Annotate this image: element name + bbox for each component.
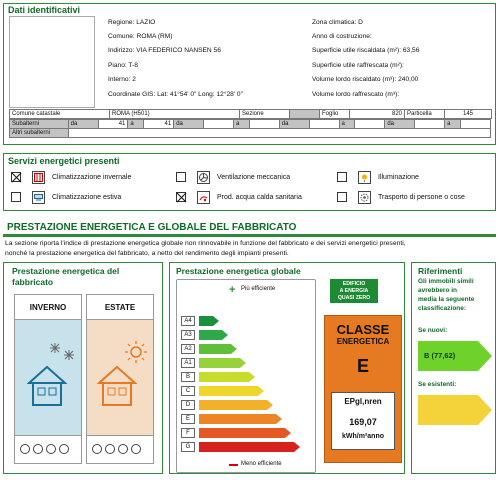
foglio-value: 820 <box>350 110 405 119</box>
snowflake-icon <box>49 341 77 363</box>
meno-efficiente: Meno efficiente <box>241 461 282 467</box>
scale-bar-a4 <box>199 316 213 326</box>
scale-bar-g <box>199 442 294 452</box>
estate-panel <box>86 294 154 464</box>
regione: Regione: LAZIO <box>108 19 156 26</box>
house-winter-icon <box>27 365 67 407</box>
banner-line <box>3 234 496 237</box>
building-photo-placeholder <box>9 16 95 108</box>
scale-bar-b <box>199 372 249 382</box>
energetica-label: ENERGETICA <box>336 337 390 346</box>
smiley-mid-icon <box>33 444 43 454</box>
particella-label: Particella <box>405 110 445 119</box>
ep-box <box>331 392 395 450</box>
smiley-good-icon <box>20 444 30 454</box>
servizio-label-1: Climatizzazione estiva <box>52 194 122 201</box>
scale-level-a2: A2 <box>181 344 195 354</box>
scale-level-c: C <box>181 386 195 396</box>
scale-bar-a2 <box>199 344 231 354</box>
catasto-row-comune <box>10 110 492 119</box>
scale-bar-a3 <box>199 330 222 340</box>
smiley-poor-icon <box>59 444 69 454</box>
sun-icon <box>124 340 148 364</box>
zona-climatica: Zona climatica: D <box>312 19 363 26</box>
fan-icon <box>197 171 210 184</box>
globale-title: Prestazione energetica globale <box>176 266 301 276</box>
sub-a-3: a <box>339 120 355 129</box>
scale-bar-e <box>199 414 276 424</box>
se-nuovi-label: Se nuovi: <box>418 327 448 334</box>
smiley-mid-icon <box>118 444 128 454</box>
subalterni-row <box>10 120 491 129</box>
smiley-mid-icon <box>46 444 56 454</box>
ep-unit: kWh/m²anno <box>342 433 384 440</box>
dati-title: Dati identificativi <box>8 5 81 15</box>
scale-level-e: E <box>181 414 195 424</box>
sub-a-2: a <box>233 120 249 129</box>
volume-raffrescato: Volume lordo raffrescato (m³): <box>312 91 400 98</box>
fabbricato-section <box>3 262 163 474</box>
altri-subalterni-row <box>10 129 491 138</box>
rif-text-4: classificazione: <box>418 305 467 312</box>
energy-scale <box>176 279 316 473</box>
ep-value: 169,07 <box>349 417 377 427</box>
servizio-label-3: Prod. acqua calda sanitaria <box>217 194 302 201</box>
comune-catastale-value: ROMA (H501) <box>110 110 240 119</box>
classe-value: E <box>356 356 369 376</box>
banner-title: PRESTAZIONE ENERGETICA E GLOBALE DEL FABBRICATO <box>7 222 297 233</box>
sub-da-3: da <box>279 120 309 129</box>
superficie-raffrescata: Superficie utile raffrescata (m²): <box>312 62 404 69</box>
sub-a-4: a <box>445 120 461 129</box>
ep-label: EPgl,nren <box>344 397 382 406</box>
edificio-quasi-zero-badge <box>330 279 378 303</box>
piu-efficiente: Più efficiente <box>241 286 276 292</box>
estate-faces <box>87 435 153 463</box>
se-esistenti-arrow <box>418 395 492 425</box>
scale-bar-f <box>199 428 285 438</box>
sub-a-value: 41 <box>144 120 174 129</box>
plus-icon: + <box>229 284 236 296</box>
indirizzo: Indirizzo: VIA FEDERICO NANSEN 56 <box>108 47 221 54</box>
desc-line-2: nonché la prestazione energetica del fabbricato, a netto del rendimento degli impianti presenti. <box>5 250 289 257</box>
volume-riscaldato: Volume lordo riscaldato (m³): 240,00 <box>312 76 419 83</box>
altri-subalterni-label: Altri subalterni <box>10 129 69 138</box>
smiley-good-icon <box>92 444 102 454</box>
servizio-label-4: Illuminazione <box>378 174 419 181</box>
scale-level-a3: A3 <box>181 330 195 340</box>
foglio-label: Foglio <box>320 110 350 119</box>
se-nuovi-arrow <box>418 341 486 371</box>
edificio-line-2: A ENERGIA <box>339 288 369 294</box>
estate-label: ESTATE <box>87 295 153 320</box>
rif-text-3: media la seguente <box>418 296 475 303</box>
checkbox-trasporto[interactable] <box>337 192 347 202</box>
subalterni-table <box>9 119 491 138</box>
classe-label: CLASSE <box>336 322 390 337</box>
piano: Piano: T-8 <box>108 62 138 69</box>
se-esistenti-label: Se esistenti: <box>418 381 457 388</box>
servizi-title: Servizi energetici presenti <box>8 156 120 166</box>
se-esistenti-arrow-shape <box>418 395 492 425</box>
minus-icon <box>229 464 238 466</box>
rif-text-2: avrebbero in <box>418 287 458 294</box>
servizio-label-0: Climatizzazione invernale <box>52 174 132 181</box>
scale-bar-c <box>199 386 258 396</box>
subalterni-label: Subalterni <box>10 120 69 129</box>
scale-level-b: B <box>181 372 195 382</box>
smiley-poor-icon <box>131 444 141 454</box>
scale-level-a1: A1 <box>181 358 195 368</box>
checkbox-climatizzazione-invernale[interactable] <box>11 172 21 182</box>
air-conditioner-icon <box>32 191 45 204</box>
radiator-icon <box>32 171 45 184</box>
lightbulb-icon <box>358 171 371 184</box>
dati-identificativi-section <box>3 3 496 145</box>
scale-level-f: F <box>181 428 195 438</box>
servizio-label-5: Trasporto di persone o cose <box>378 194 465 201</box>
edificio-line-3: QUASI ZERO <box>337 295 371 301</box>
house-summer-icon <box>97 365 137 407</box>
scale-level-d: D <box>181 400 195 410</box>
coordinate: Coordinate GIS: Lat: 41°54' 0" Long: 12°28' 0" <box>108 91 243 98</box>
scale-level-g: G <box>181 442 195 452</box>
scale-level-a4: A4 <box>181 316 195 326</box>
sub-da-value: 41 <box>98 120 128 129</box>
sub-a-1: a <box>128 120 144 129</box>
checkbox-illuminazione[interactable] <box>337 172 347 182</box>
inverno-panel <box>14 294 82 464</box>
hot-water-icon <box>197 191 210 204</box>
sub-da-1: da <box>68 120 98 129</box>
smiley-mid-icon <box>105 444 115 454</box>
scale-bar-a1 <box>199 358 240 368</box>
desc-line-1: La sezione riporta l'indice di prestazione energetica globale non rinnovabile in funzione del fabbricato e dei servizi energetici presenti, <box>5 240 406 247</box>
riferimenti-title: Riferimenti <box>418 266 463 276</box>
rif-text-1: Gli immobili simili <box>418 278 474 285</box>
comune: Comune: ROMA (RM) <box>108 33 173 40</box>
particella-value: 145 <box>445 110 492 119</box>
checkbox-climatizzazione-estiva[interactable] <box>11 192 21 202</box>
comune-catastale-label: Comune catastale <box>10 110 110 119</box>
catasto-table <box>9 109 492 119</box>
classe-energetica-box <box>324 315 402 463</box>
servizi-section <box>3 153 496 211</box>
superficie-riscaldata: Superficie utile riscaldata (m²): 63,56 <box>312 47 420 54</box>
anno-costruzione: Anno di costruzione: <box>312 33 372 40</box>
edificio-line-1: EDIFICIO <box>342 281 366 287</box>
checkbox-acqua-calda[interactable] <box>176 192 186 202</box>
sub-da-2: da <box>174 120 204 129</box>
sub-da-4: da <box>385 120 415 129</box>
servizio-label-2: Ventilazione meccanica <box>217 174 291 181</box>
se-nuovi-value: B (77,62) <box>424 351 456 360</box>
gear-icon <box>358 191 371 204</box>
fabbricato-title-1: Prestazione energetica del <box>12 266 120 276</box>
riferimenti-section <box>411 262 496 474</box>
checkbox-ventilazione-meccanica[interactable] <box>176 172 186 182</box>
scale-bar-d <box>199 400 267 410</box>
interno: Interno: 2 <box>108 76 136 83</box>
inverno-label: INVERNO <box>15 295 81 320</box>
inverno-faces <box>15 435 81 463</box>
sezione-label: Sezione <box>240 110 290 119</box>
globale-section <box>169 262 405 474</box>
fabbricato-title-2: fabbricato <box>12 277 54 287</box>
